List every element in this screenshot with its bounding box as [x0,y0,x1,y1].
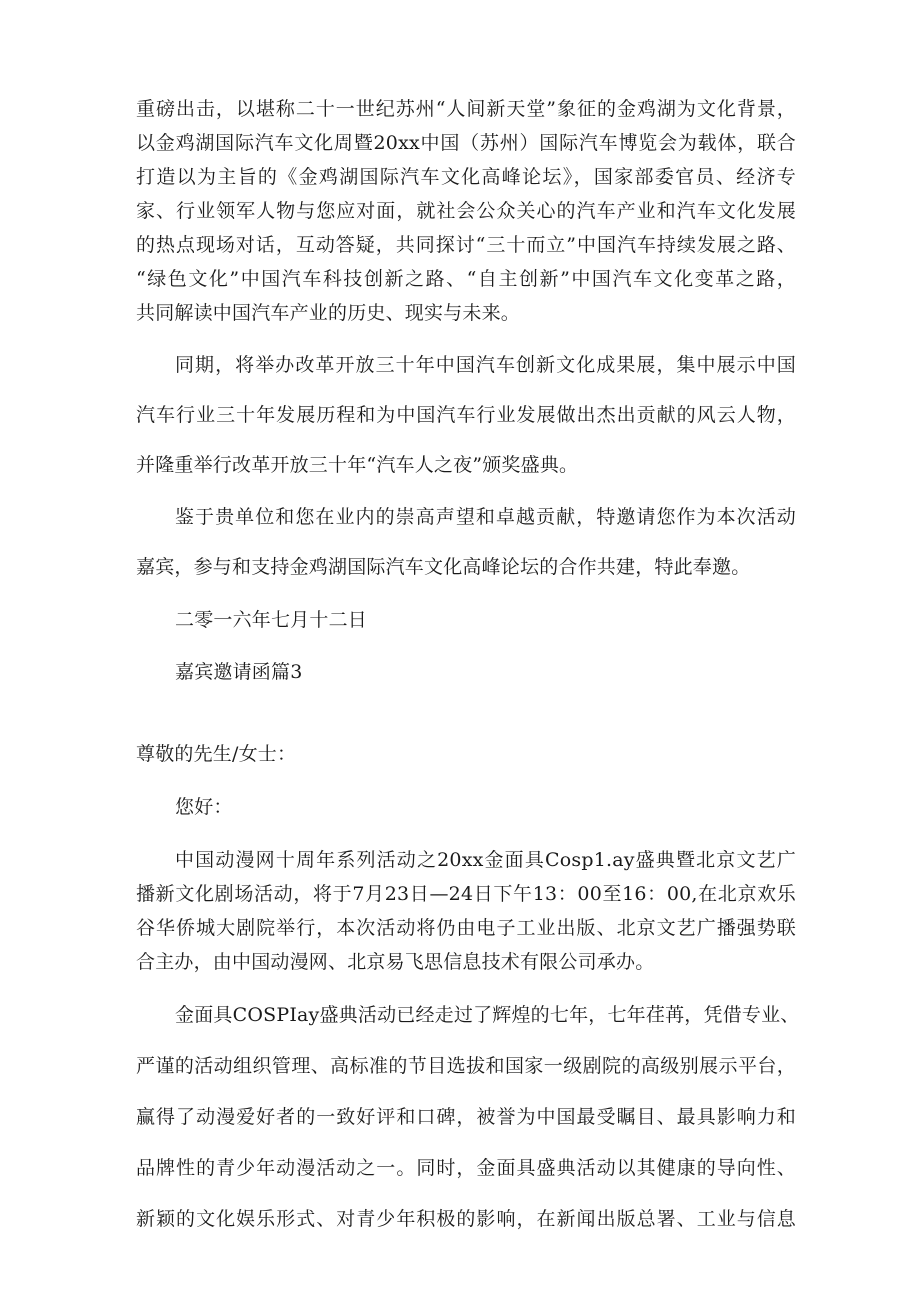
paragraph-line: 重磅出击，以堪称二十一世纪苏州“人间新天堂”象征的金鸡湖为文化背景， [136,98,796,120]
paragraph-line: “绿色文化”中国汽车科技创新之路、“自主创新”中国汽车文化变革之路， [136,268,796,290]
section-title: 嘉宾邀请函篇3 [175,661,303,683]
paragraph-line: 严谨的活动组织管理、高标准的节目选拔和国家一级剧院的高级别展示平台， [136,1055,796,1077]
paragraph-line: 家、行业领军人物与您应对面，就社会公众关心的汽车产业和汽车文化发展 [136,200,796,222]
paragraph-line: 品牌性的青少年动漫活动之一。同时，金面具盛典活动以其健康的导向性、 [136,1157,796,1179]
paragraph-line: 金面具COSPIay盛典活动已经走过了辉煌的七年，七年荏苒，凭借专业、 [175,1004,800,1026]
paragraph-line: 鉴于贵单位和您在业内的崇高声望和卓越贡献，特邀请您作为本次活动 [175,506,796,528]
paragraph-line: 谷华侨城大剧院举行，本次活动将仍由电子工业出版、北京文艺广播强势联 [136,917,796,939]
paragraph-line: 并隆重举行改革开放三十年“汽车人之夜”颁奖盛典。 [136,454,579,476]
paragraph-line: 的热点现场对话，互动答疑，共同探讨“三十而立”中国汽车持续发展之路、 [136,234,796,256]
paragraph-line: 汽车行业三十年发展历程和为中国汽车行业发展做出杰出贡献的风云人物， [136,404,796,426]
paragraph-line: 新颖的文化娱乐形式、对青少年积极的影响，在新闻出版总署、工业与信息 [136,1208,796,1230]
paragraph-line: 以金鸡湖国际汽车文化周暨20xx中国（苏州）国际汽车博览会为载体，联合 [136,132,796,154]
greeting: 您好： [175,796,233,818]
salutation: 尊敬的先生/女士： [136,743,297,765]
letter-date: 二零一六年七月十二日 [175,609,368,631]
paragraph-line: 共同解读中国汽车产业的历史、现实与未来。 [136,302,521,324]
paragraph-line: 嘉宾，参与和支持金鸡湖国际汽车文化高峰论坛的合作共建，特此奉邀。 [136,556,751,578]
paragraph-line: 同期，将举办改革开放三十年中国汽车创新文化成果展，集中展示中国 [175,354,796,376]
paragraph-line: 合主办，由中国动漫网、北京易飞思信息技术有限公司承办。 [136,951,655,973]
paragraph-line: 打造以为主旨的《金鸡湖国际汽车文化高峰论坛》，国家部委官员、经济专 [136,166,796,188]
paragraph-line: 播新文化剧场活动，将于7月23日—24日下午13：00至16：00,在北京欢乐 [136,883,796,905]
paragraph-line: 赢得了动漫爱好者的一致好评和口碑，被誉为中国最受瞩目、最具影响力和 [136,1106,796,1128]
paragraph-line: 中国动漫网十周年系列活动之20xx金面具Cosp1.ay盛典暨北京文艺广 [175,849,796,871]
